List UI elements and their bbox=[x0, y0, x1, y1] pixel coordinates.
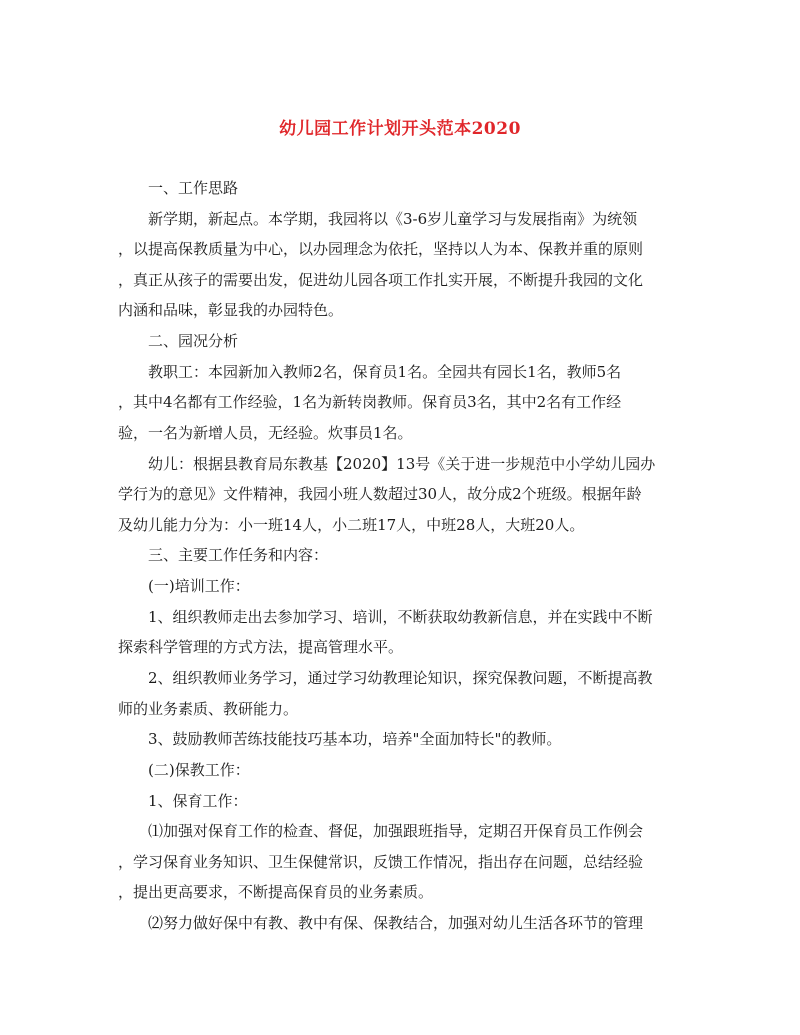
paragraph-line: 新学期，新起点。本学期，我园将以《3-6岁儿童学习与发展指南》为统领 bbox=[148, 210, 638, 228]
paragraph-line: ⑴加强对保育工作的检查、督促，加强跟班指导，定期召开保育员工作例会 bbox=[148, 822, 644, 840]
paragraph-line: ，真正从孩子的需要出发，促进幼儿园各项工作扎实开展，不断提升我园的文化 bbox=[118, 271, 644, 289]
paragraph-line: 1、组织教师走出去参加学习、培训，不断获取幼教新信息，并在实践中不断 bbox=[148, 608, 653, 626]
paragraph-line: 及幼儿能力分为：小一班14人，小二班17人，中班28人，大班20人。 bbox=[118, 516, 585, 534]
paragraph-line: 验，一名为新增人员，无经验。炊事员1名。 bbox=[118, 424, 413, 442]
paragraph-line: 探索科学管理的方式方法，提高管理水平。 bbox=[118, 638, 404, 656]
paragraph-line: ，其中4名都有工作经验，1名为新转岗教师。保育员3名，其中2名有工作经 bbox=[118, 393, 622, 411]
paragraph-line: 师的业务素质、教研能力。 bbox=[118, 700, 299, 718]
paragraph-line: ，学习保育业务知识、卫生保健常识，反馈工作情况，指出存在问题，总结经验 bbox=[118, 853, 644, 871]
subsection-heading: 1、保育工作： bbox=[148, 792, 248, 810]
paragraph-line: ⑵努力做好保中有教、教中有保、保教结合，加强对幼儿生活各环节的管理 bbox=[148, 914, 644, 932]
section-heading: 一、工作思路 bbox=[148, 179, 239, 197]
paragraph-line: 3、鼓励教师苦练技能技巧基本功，培养"全面加特长"的教师。 bbox=[148, 730, 562, 748]
paragraph-line: ，以提高保教质量为中心，以办园理念为依托，坚持以人为本、保教并重的原则 bbox=[118, 240, 644, 258]
subsection-heading: (二)保教工作： bbox=[148, 761, 250, 779]
paragraph-line: 幼儿：根据县教育局东教基【2020】13号《关于进一步规范中小学幼儿园办 bbox=[148, 455, 656, 473]
paragraph-line: 教职工：本园新加入教师2名，保育员1名。全园共有园长1名，教师5名 bbox=[148, 363, 622, 381]
section-heading: 二、园况分析 bbox=[148, 332, 239, 350]
paragraph-line: ，提出更高要求，不断提高保育员的业务素质。 bbox=[118, 883, 434, 901]
paragraph-line: 内涵和品味，彰显我的办园特色。 bbox=[118, 301, 344, 319]
paragraph-line: 学行为的意见》文件精神，我园小班人数超过30人，故分成2个班级。根据年龄 bbox=[118, 485, 642, 503]
section-heading: 三、主要工作任务和内容： bbox=[148, 546, 329, 564]
subsection-heading: (一)培训工作： bbox=[148, 577, 250, 595]
paragraph-line: 2、组织教师业务学习，通过学习幼教理论知识，探究保教问题，不断提高教 bbox=[148, 669, 653, 687]
document-title: 幼儿园工作计划开头范本2020 bbox=[279, 119, 521, 139]
